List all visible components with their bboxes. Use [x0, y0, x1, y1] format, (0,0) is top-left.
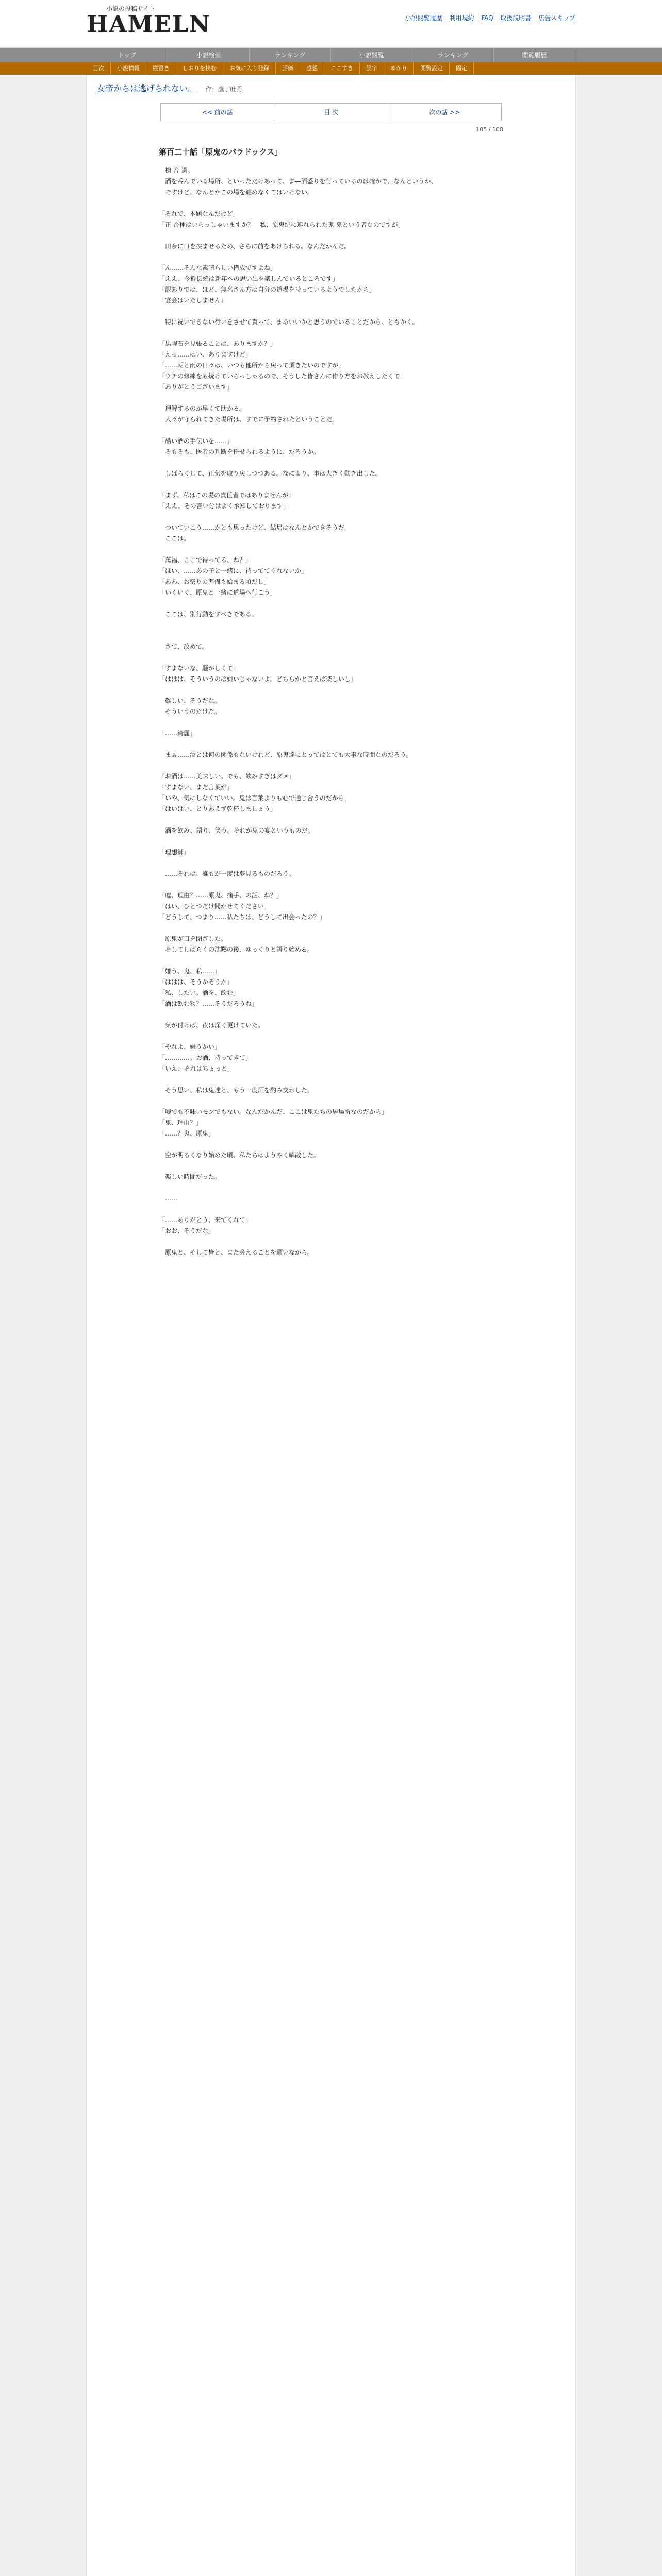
novel-paragraph: 「いや、気にしなくていい。鬼は言葉よりも心で通じ合うのだから」 — [159, 794, 351, 802]
novel-paragraph: そもそも、医者の判断を任せられるように、だろうか。 — [159, 448, 320, 455]
subnav-item[interactable]: 目次 — [87, 62, 111, 75]
novel-paragraph: 「酒は飲む物？……そうだろうね」 — [159, 1000, 258, 1007]
novel-paragraph — [159, 1074, 503, 1085]
novel-paragraph: ついていこう……かとも思ったけど、結局はなんとかできそうだ。 — [159, 524, 351, 531]
novel-paragraph — [159, 425, 503, 436]
novel-paragraph: 「ほい、……あの子と一緒に、待っててくれないか」 — [159, 567, 308, 574]
novel-paragraph — [159, 858, 503, 869]
main-nav — [0, 48, 662, 62]
chapter-title: 第百二十話「原鬼のパラドックス」 — [159, 147, 283, 157]
subnav-item[interactable]: ゆかり — [384, 62, 414, 75]
novel-paragraph: 「どうして、つまり……私たちは、どうして出会ったの？」 — [159, 913, 326, 921]
novel-paragraph: 「訳ありでは、ほど、無名さん方は自分の道場を持っているようでしたから」 — [159, 286, 376, 293]
header-link[interactable]: 広告スキップ — [538, 14, 575, 22]
header-links — [400, 13, 575, 22]
logo-wordmark: HAMELN — [87, 11, 211, 38]
novel-paragraph: 「お酒は……美味しい。でも、飲みすぎはダメ」 — [159, 773, 295, 780]
nav-item[interactable]: ランキング — [250, 48, 331, 62]
novel-paragraph: しばらくして、正気を取り戻しつつある。なにより、事は大きく動き出した。 — [159, 470, 382, 477]
nav-item[interactable]: 閲覧履歴 — [494, 48, 575, 62]
nav-item[interactable]: トップ — [87, 48, 168, 62]
novel-paragraph: 「ええ、その言い分はよく承知しております」 — [159, 502, 289, 510]
novel-paragraph — [159, 955, 503, 966]
novel-paragraph: 「……？鬼、原鬼」 — [159, 1130, 215, 1137]
novel-paragraph: 「それで、本題なんだけど」 — [159, 210, 239, 217]
novel-paragraph — [159, 252, 503, 263]
novel-paragraph: そういうのだけだ。 — [159, 708, 221, 715]
novel-paragraph — [159, 198, 503, 209]
novel-title[interactable]: 女帝からは逃げられない。 — [97, 83, 196, 93]
novel-paragraph: そしてしばらくの沈黙の後、ゆっくりと語り始める。 — [159, 946, 313, 953]
novel-paragraph — [159, 306, 503, 317]
novel-author: 作：鷹丁吐丹 — [205, 86, 243, 93]
next-chapter-link[interactable]: 次の話 >> — [429, 109, 460, 116]
site-logo[interactable] — [87, 4, 211, 40]
novel-paragraph: 「…………。お酒、持ってきて」 — [159, 1054, 252, 1061]
subnav-item[interactable]: 固定 — [450, 62, 474, 75]
novel-paragraph: 「やれよ、嫌うかい」 — [159, 1043, 221, 1050]
nav-item[interactable]: ランキング — [412, 48, 494, 62]
novel-paragraph: 「……朝と雨の日々は、いつも他所から戻って頂きたいのですが」 — [159, 362, 345, 369]
novel-paragraph: 「ははは、そういうのは嫌いじゃないよ。どちらかと言えば楽しいし」 — [159, 675, 357, 683]
novel-paragraph: ですけど、なんとかこの場を纏めなくてはいけない。 — [159, 189, 314, 196]
subnav-item[interactable]: 誤字 — [360, 62, 384, 75]
prev-chapter-link[interactable]: << 前の話 — [161, 104, 274, 121]
novel-paragraph: 原鬼と、そして皆と、また会えることを願いながら。 — [159, 1249, 314, 1256]
novel-paragraph: 難しい、そうだな。 — [159, 697, 221, 704]
novel-paragraph: 「鬼、理由？」 — [159, 1119, 203, 1126]
novel-paragraph: さて、改めて。 — [159, 643, 208, 650]
novel-paragraph — [159, 815, 503, 825]
novel-paragraph: まぁ……酒とは何の関係もないけれど、原鬼達にとってはとても大事な時間なのだろう。 — [159, 751, 412, 758]
novel-paragraph: 「ええ、今鈴伝統は新年への思い出を楽しんでいるところです」 — [159, 275, 339, 282]
novel-paragraph — [159, 512, 503, 522]
novel-paragraph: 「嘘、理由？……原鬼、痛手、の話、ね？」 — [159, 892, 283, 899]
site-header — [0, 0, 662, 48]
novel-paragraph — [159, 230, 503, 241]
novel-paragraph: 田奈に口を挟ませるため、さらに前をあけられる。なんだかんだ。 — [159, 243, 351, 250]
novel-paragraph: 酒を呑んでいる場所、といっただけあって、ま―酒盛りを行っているのは確かで、なんというか、 — [159, 178, 437, 185]
novel-paragraph: 「ありがとうございます」 — [159, 383, 234, 391]
subnav-item[interactable]: 閲覧設定 — [414, 62, 450, 75]
novel-paragraph: 楽しい時間だった。 — [159, 1173, 221, 1180]
novel-paragraph: 「嫌う、鬼、私……」 — [159, 968, 221, 975]
chapter-pager — [160, 103, 502, 121]
novel-paragraph: 「いえ、それはちょっと」 — [159, 1065, 234, 1072]
novel-paragraph: 「理想郷」 — [159, 849, 190, 856]
novel-paragraph: 人々が守られてきた場所は、すでに予約されたということだ。 — [159, 416, 339, 423]
novel-paragraph: 「ん……そんな素晴らしい構成ですよね」 — [159, 264, 277, 272]
novel-paragraph — [159, 620, 503, 631]
novel-paragraph: そう思い、私は鬼達と、もう一度酒を酌み交わした。 — [159, 1087, 314, 1094]
novel-paragraph — [159, 685, 503, 696]
header-link[interactable]: 取扱説明書 — [500, 14, 532, 22]
novel-paragraph: 「ははは、そうかそうか」 — [159, 978, 234, 986]
novel-paragraph: 「いくいく、原鬼と一緒に道場へ行こう」 — [159, 589, 276, 596]
header-link[interactable]: 利用規約 — [449, 14, 474, 22]
novel-body — [87, 165, 575, 1258]
novel-paragraph: 特に祝いできない行いをさせて貰って、まあいいかと思うのでいることだから、ともかく。 — [159, 318, 419, 326]
novel-paragraph: 「すまないな、騒がしくて」 — [159, 665, 240, 672]
subnav-item[interactable]: しおりを挟む — [176, 62, 223, 75]
novel-paragraph: 「正 否種はいらっしゃいますか？ 私、原鬼紀に連れられた鬼 鬼という者なのですが」 — [159, 221, 404, 228]
header-link[interactable]: 小説閲覧履歴 — [405, 14, 442, 22]
novel-paragraph: 「すまない、まだ言葉が」 — [159, 784, 234, 791]
novel-paragraph: 「……綺麗」 — [159, 730, 196, 737]
toc-link[interactable]: 目 次 — [274, 104, 388, 121]
novel-paragraph — [159, 879, 503, 890]
novel-paragraph — [159, 760, 503, 771]
logo-subtitle: 小説の投稿サイト — [106, 5, 156, 12]
main-content — [86, 75, 576, 2576]
novel-paragraph: 「嘘でも不味いモンでもない。なんだかんだ、ここは鬼たちの居場所なのだから」 — [159, 1108, 388, 1115]
novel-paragraph — [159, 328, 503, 338]
novel-paragraph: 理解するのが早くて助かる。 — [159, 405, 246, 412]
novel-paragraph — [159, 1096, 503, 1107]
novel-paragraph: 「萬福、ここで待ってる、ね？」 — [159, 556, 252, 564]
novel-paragraph: ……それは、誰もが一度は夢見るものだろう。 — [159, 870, 295, 877]
subnav-item[interactable]: 小説情報 — [111, 62, 146, 75]
subnav-item[interactable]: ここすき — [324, 62, 360, 75]
subnav-item[interactable]: お気に入り登録 — [223, 62, 276, 75]
novel-paragraph: 「まず、私はこの場の責任者ではありませんが」 — [159, 492, 295, 499]
novel-paragraph — [159, 631, 503, 641]
novel-paragraph: 気が付けば、夜は深く更けていた。 — [159, 1022, 264, 1029]
novel-paragraph: 空が明るくなり始めた頃、私たちはようやく解散した。 — [159, 1151, 320, 1159]
novel-paragraph — [159, 1204, 503, 1215]
novel-paragraph — [159, 1139, 503, 1150]
novel-paragraph — [159, 1031, 503, 1042]
novel-paragraph — [159, 739, 503, 750]
novel-paragraph — [159, 544, 503, 555]
novel-paragraph — [159, 1161, 503, 1172]
novel-paragraph: 「黒曜石を見張ることは、ありますか？」 — [159, 340, 277, 347]
novel-paragraph — [159, 1009, 503, 1020]
subnav-item[interactable]: 縦書き — [146, 62, 176, 75]
novel-paragraph — [159, 457, 503, 468]
novel-paragraph: 「えっ……はい、ありますけど」 — [159, 351, 252, 358]
novel-paragraph: ここは、別行動をすべきである。 — [159, 611, 258, 618]
subnav-item[interactable]: 評価 — [276, 62, 300, 75]
novel-paragraph — [159, 717, 503, 728]
novel-paragraph — [159, 836, 503, 847]
novel-paragraph: 「ウチの修練をも続けていらっしゃるので、そうした皆さんに作り方をお教えしたくて」 — [159, 372, 406, 380]
novel-paragraph: 「……ありがとう、来てくれて」 — [159, 1216, 252, 1224]
nav-item[interactable]: 小説検索 — [168, 48, 250, 62]
novel-paragraph: ここは。 — [159, 535, 190, 542]
novel-paragraph: 「おお、そうだな」 — [159, 1227, 215, 1234]
novel-subnav — [0, 62, 662, 75]
novel-paragraph — [159, 1236, 503, 1247]
chapter-counter: 105 / 108 — [476, 126, 503, 133]
novel-paragraph: 「私、したい。酒を、飲む」 — [159, 989, 240, 996]
novel-header — [87, 75, 575, 99]
novel-paragraph: 「ああ、お祭りの準備も始まる頃だし」 — [159, 578, 270, 585]
nav-item[interactable]: 小説閲覧 — [331, 48, 412, 62]
novel-paragraph — [159, 1182, 503, 1193]
novel-paragraph: 「酷い酒の手伝いを……」 — [159, 437, 234, 445]
novel-paragraph: …… — [159, 1195, 178, 1202]
novel-paragraph: 「宴会はいたしません」 — [159, 297, 227, 304]
novel-paragraph — [159, 598, 503, 609]
header-link[interactable]: FAQ — [481, 14, 493, 22]
novel-paragraph: 「はいはい、とりあえず乾杯しましょう」 — [159, 805, 277, 812]
novel-paragraph: 槍 音 過。 — [159, 167, 194, 174]
subnav-item[interactable]: 感想 — [300, 62, 324, 75]
novel-paragraph — [159, 923, 503, 934]
novel-paragraph: 原鬼が口を閉ざした。 — [159, 935, 227, 942]
novel-paragraph — [159, 393, 503, 403]
novel-paragraph: 「はい、ひとつだけ聞かせてください」 — [159, 903, 270, 910]
novel-paragraph: 酒を飲み、語り、笑う。それが鬼の宴というものだ。 — [159, 827, 314, 834]
novel-paragraph — [159, 479, 503, 490]
novel-paragraph — [159, 652, 503, 663]
